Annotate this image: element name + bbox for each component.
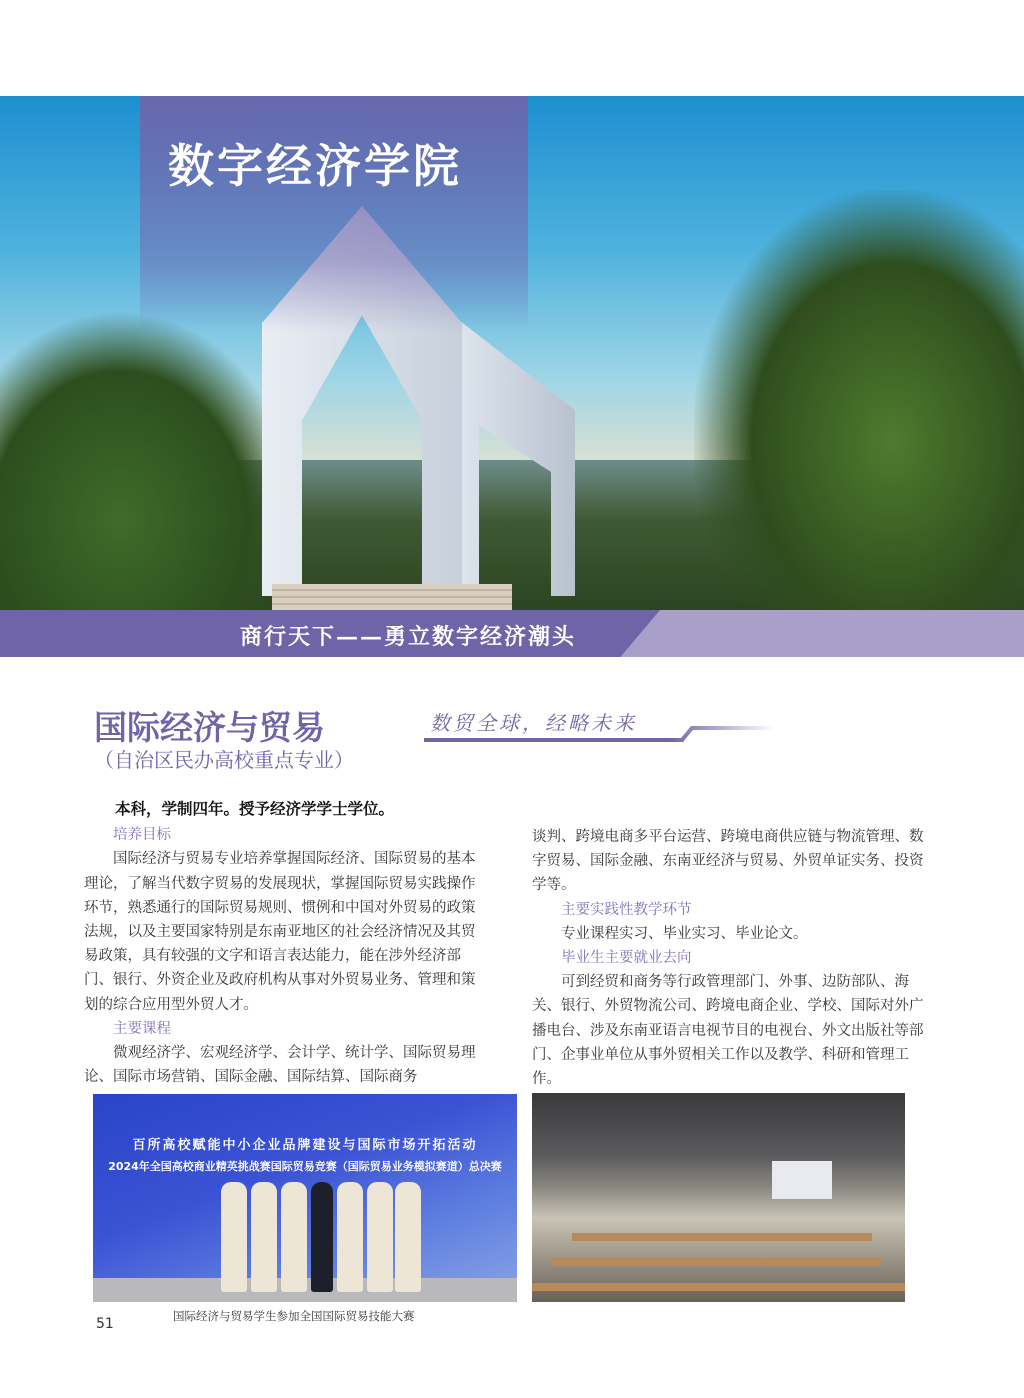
person	[337, 1182, 363, 1292]
page-number: 51	[96, 1316, 114, 1332]
projector-screen	[772, 1161, 832, 1199]
slogan-underline	[424, 724, 774, 744]
practice-heading: 主要实践性教学环节	[561, 901, 692, 918]
goal-heading: 培养目标	[113, 827, 171, 844]
desk	[532, 1283, 905, 1291]
practice-text: 专业课程实习、毕业实习、毕业论文。	[561, 925, 808, 942]
motto-band	[0, 610, 1024, 657]
major-title: 国际经济与贸易	[94, 708, 325, 747]
trees-right	[694, 190, 1024, 610]
slogan: 数贸全球，经略未来	[430, 711, 637, 735]
trees-left	[0, 310, 300, 610]
goal-text: 国际经济与贸易专业培养掌握国际经济、国际贸易的基本理论，了解当代数字贸易的发展现状，掌握国际贸易实践操作环节，熟悉通行的国际贸易规则、惯例和中国对外贸易的政策法规，以及主要国家特别是东南亚地区的社会经济情况及其贸易政策，具有较强的文字和语言表达能力，能在涉外经济部门、银行、外资企业及政府机构从事对外贸易业务、管理和策划的综合应用型外贸人才。	[84, 851, 476, 1013]
person	[311, 1182, 333, 1292]
person	[367, 1182, 393, 1292]
classroom-photo	[532, 1093, 905, 1302]
career-heading: 毕业生主要就业去向	[561, 950, 692, 967]
competition-photo	[93, 1094, 517, 1302]
courses-text-cont: 谈判、跨境电商多平台运营、跨境电商供应链与物流管理、数字贸易、国际金融、东南亚经济与贸易、外贸单证实务、投资学等。	[532, 829, 924, 894]
courses-text: 微观经济学、宏观经济学、会计学、统计学、国际贸易理论、国际市场营销、国际金融、国际结算、国际商务	[84, 1045, 476, 1086]
degree-info: 本科，学制四年。授予经济学学士学位。	[115, 800, 395, 818]
desk	[572, 1233, 872, 1241]
courses-heading: 主要课程	[113, 1020, 171, 1037]
person	[395, 1182, 421, 1292]
career-text: 可到经贸和商务等行政管理部门、外事、边防部队、海关、银行、外贸物流公司、跨境电商企业、学校、国际对外广播电台、涉及东南亚语言电视节目的电视台、外文出版社等部门、企事业单位从事外贸相关工作以及教学、科研和管理工作。	[532, 974, 924, 1088]
person	[281, 1182, 307, 1292]
right-column	[532, 825, 926, 1091]
motto: 商行天下——勇立数字经济潮头	[240, 624, 577, 650]
major-subtitle: （自治区民办高校重点专业）	[94, 748, 354, 772]
person	[221, 1182, 247, 1292]
title-box	[140, 96, 528, 332]
banner-line-2: 2024年全国高校商业精英挑战赛国际贸易竞赛（国际贸易业务模拟赛道）总决赛	[108, 1160, 502, 1173]
banner-line-1: 百所高校赋能中小企业品牌建设与国际市场开拓活动	[132, 1138, 478, 1153]
photo-caption: 国际经济与贸易学生参加全国国际贸易技能大赛	[173, 1309, 415, 1323]
left-column	[84, 797, 488, 1089]
college-title: 数字经济学院	[168, 139, 462, 193]
desk	[552, 1258, 882, 1266]
person	[251, 1182, 277, 1292]
steps	[272, 584, 512, 610]
